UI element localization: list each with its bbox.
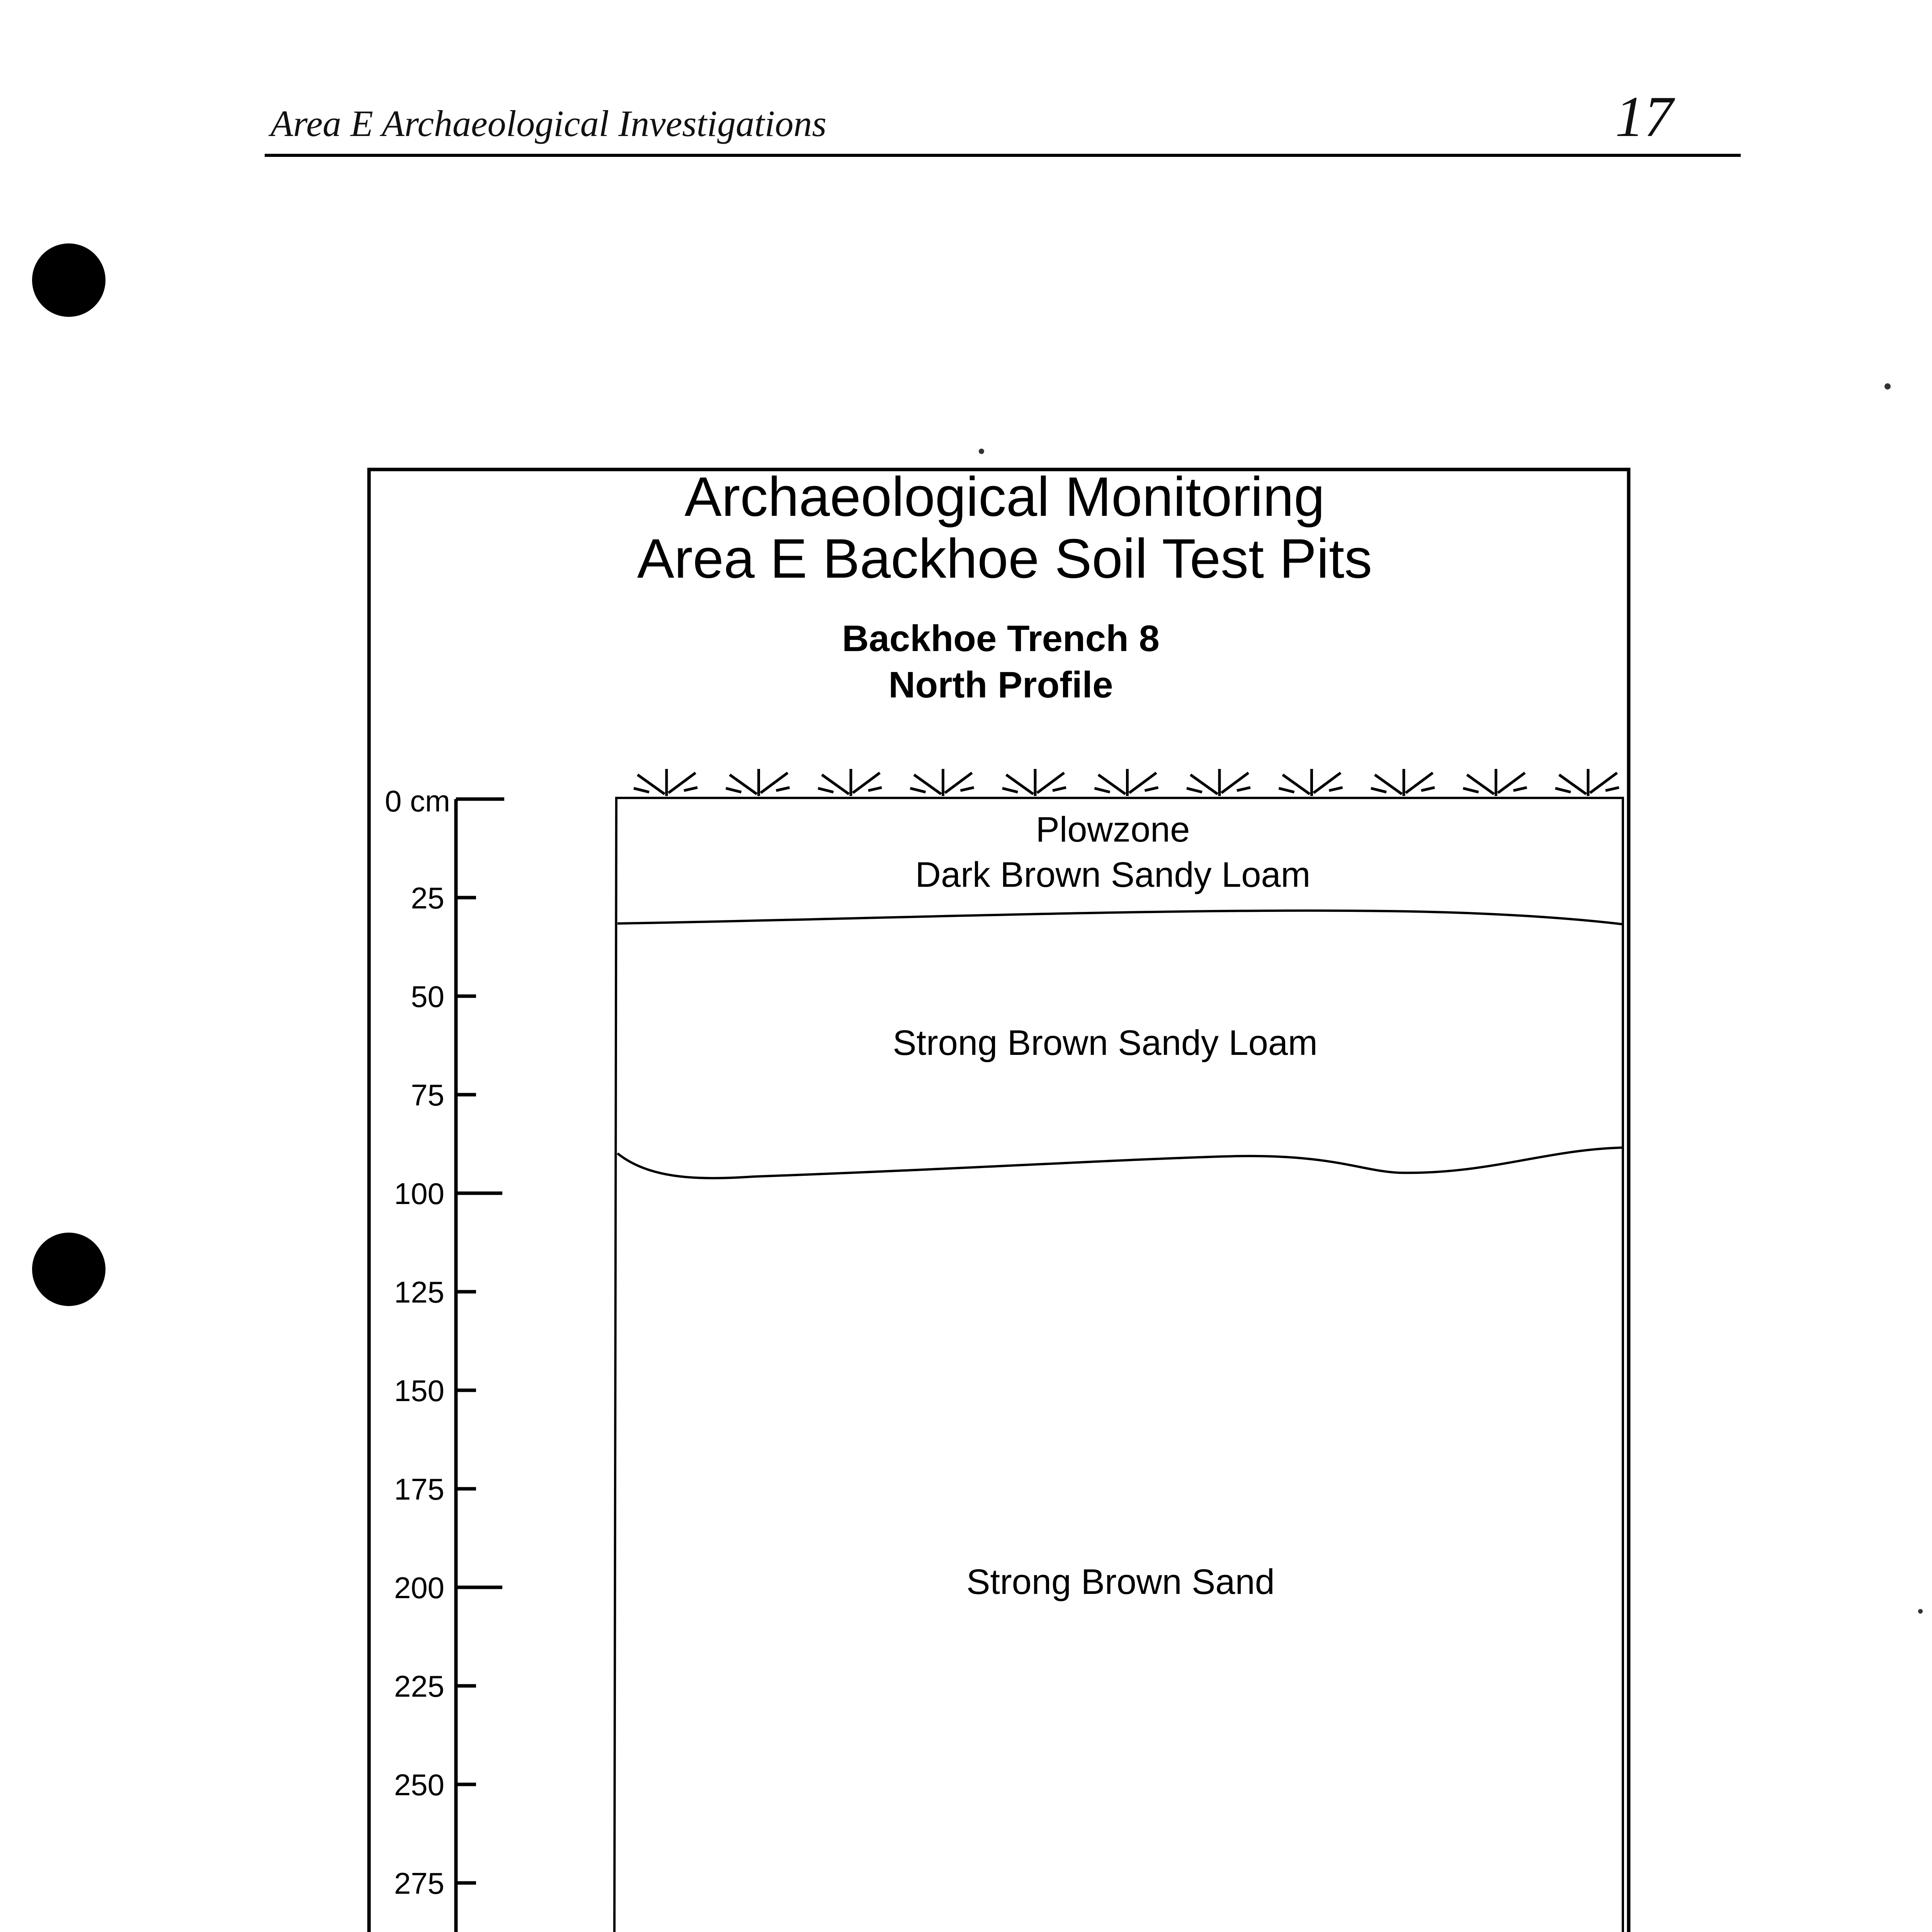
page-number: 17 (1615, 85, 1673, 149)
depth-tick-label: 250 (394, 1768, 444, 1802)
scan-speck (979, 449, 984, 454)
depth-tick-label: 225 (394, 1669, 444, 1703)
scan-speck (1884, 383, 1891, 389)
trench-outline (614, 798, 1623, 1932)
grass-symbol (818, 769, 882, 796)
grass-symbol (1187, 769, 1250, 796)
running-header-title: Area E Archaeological Investigations (270, 103, 827, 144)
layer-label-dark-brown-sandy-loam: Dark Brown Sandy Loam (915, 855, 1311, 895)
binder-hole-middle (32, 1233, 105, 1306)
depth-tick-label: 125 (394, 1275, 444, 1309)
grass-symbol (1371, 769, 1435, 796)
surface-vegetation (634, 769, 1619, 796)
depth-tick-label: 275 (394, 1866, 444, 1900)
depth-tick-label: 150 (394, 1374, 444, 1408)
depth-tick-label: 50 (411, 980, 444, 1014)
depth-unit-label: 0 cm (384, 784, 450, 818)
grass-symbol (1002, 769, 1066, 796)
depth-tick-label: 75 (411, 1078, 444, 1112)
figure-subtitle-line1: Backhoe Trench 8 (842, 618, 1160, 659)
grass-symbol (726, 769, 790, 796)
depth-tick-label: 200 (394, 1571, 444, 1605)
grass-symbol (1279, 769, 1343, 796)
layer-boundary-plowzone (617, 911, 1623, 924)
grass-symbol (1555, 769, 1619, 796)
trench-profile (614, 769, 1623, 1932)
grass-symbol (1095, 769, 1158, 796)
figure-title-line1: Archaeological Monitoring (684, 466, 1325, 528)
depth-tick-label: 175 (394, 1472, 444, 1506)
layer-label-plowzone: Plowzone (1036, 810, 1190, 849)
layer-label-strong-brown-sand: Strong Brown Sand (966, 1562, 1275, 1602)
binder-hole-top (32, 243, 105, 317)
figure-title-line2: Area E Backhoe Soil Test Pits (637, 527, 1372, 590)
layer-boundary-sandy-loam (617, 1148, 1623, 1178)
grass-symbol (910, 769, 974, 796)
grass-symbol (1463, 769, 1527, 796)
layer-label-strong-brown-sandy-loam: Strong Brown Sandy Loam (893, 1023, 1318, 1063)
depth-ticks (394, 881, 502, 1932)
grass-symbol (634, 769, 697, 796)
depth-scale (385, 784, 504, 1932)
figure-subtitle-line2: North Profile (888, 664, 1113, 706)
depth-tick-label: 100 (394, 1177, 444, 1211)
scan-speck (1918, 1609, 1923, 1614)
depth-tick-label: 25 (411, 881, 444, 915)
